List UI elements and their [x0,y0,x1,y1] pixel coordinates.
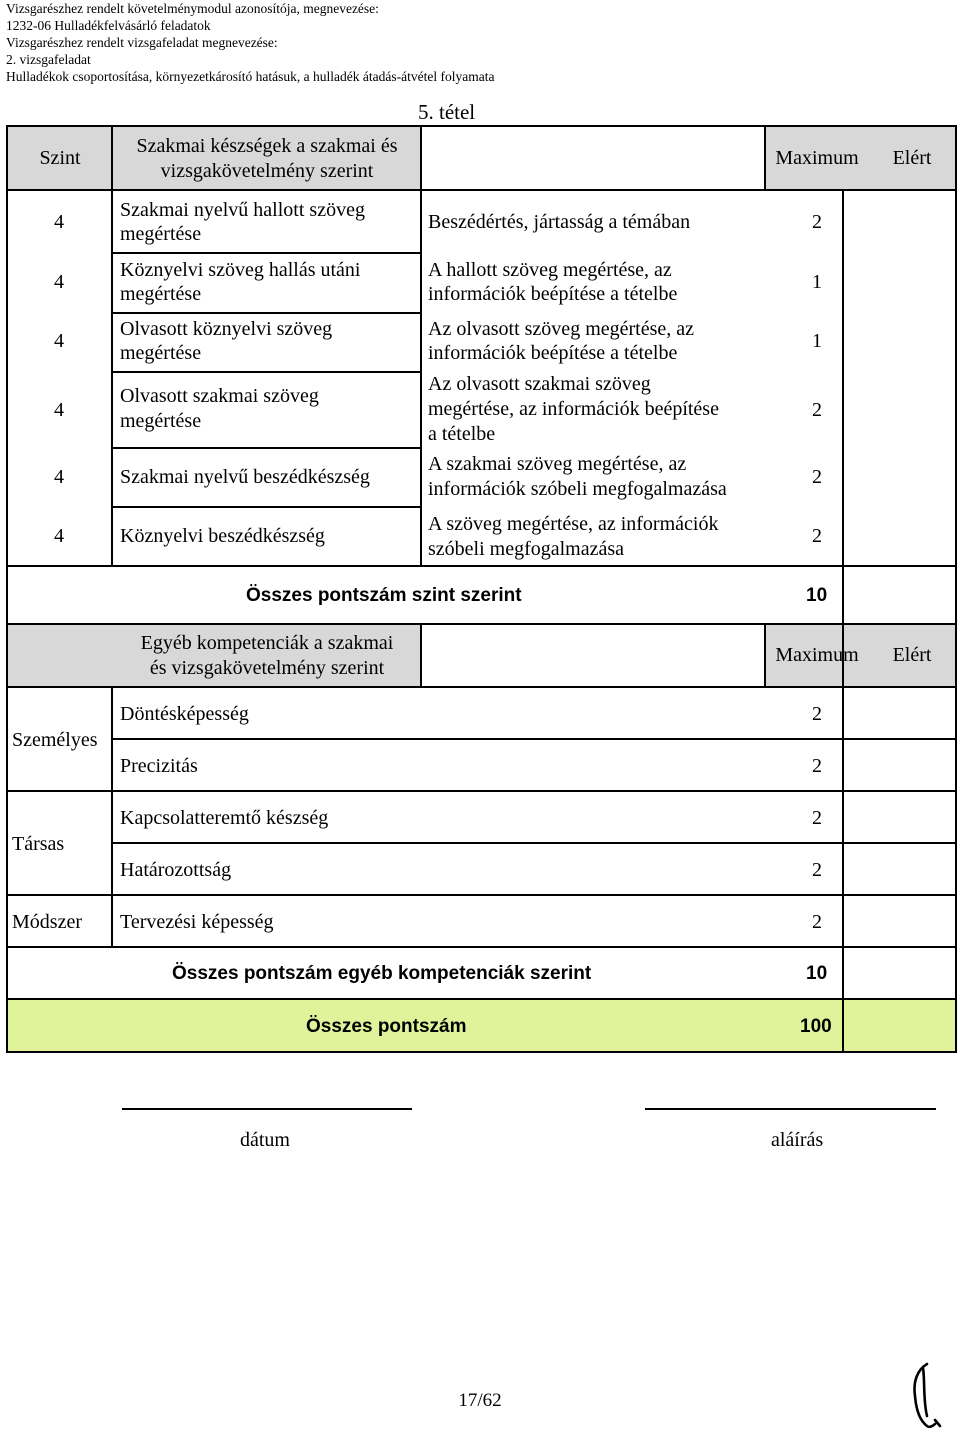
competencies-total-value: 10 [806,963,828,984]
date-line [122,1108,412,1110]
skill-name: megértése [120,410,202,432]
header-line: Vizsgarészhez rendelt vizsgafeladat megnevezése: [6,35,278,50]
criterion-description: A szöveg megértése, az információk [428,513,719,535]
header-line: 1232-06 Hulladékfelvásárló feladatok [6,18,211,33]
column-header-skills: Szakmai készségek a szakmai és [136,135,398,157]
criterion-description: szóbeli megfogalmazása [428,538,625,560]
competency-label: Határozottság [120,859,232,881]
column-header-elert: Elért [892,644,932,666]
criterion-description: Az olvasott szakmai szöveg [428,373,651,395]
competency-label: Tervezési képesség [120,911,274,933]
max-score: 2 [812,859,822,881]
criterion-description: a tételbe [428,423,496,445]
signature-label: aláírás [771,1129,824,1151]
max-score: 2 [812,807,822,829]
column-header-competencies: és vizsgakövetelmény szerint [149,657,385,679]
max-score: 2 [812,525,822,547]
handwritten-signature-icon [905,1360,945,1432]
skill-name: Köznyelvi szöveg hallás utáni [120,259,361,281]
criterion-description: A hallott szöveg megértése, az [428,259,672,281]
criterion-description: információk beépítése a tételbe [428,342,678,364]
level-value: 4 [54,399,64,421]
header-line: Vizsgarészhez rendelt követelménymodul azonosítója, megnevezése: [6,1,379,16]
document-header [6,0,494,85]
level-value: 4 [54,330,64,352]
level-value: 4 [54,525,64,547]
total-value: 10 [806,585,828,606]
level-value: 4 [54,211,64,233]
signature-line [645,1108,936,1110]
max-score: 2 [812,211,822,233]
skill-name: Olvasott köznyelvi szöveg [120,318,333,340]
page-number: 17/62 [458,1390,502,1411]
max-score: 2 [812,911,822,933]
max-score: 2 [812,399,822,421]
max-score: 2 [812,755,822,777]
competency-label: Precizitás [120,755,198,777]
column-header-max: Maximum [775,644,859,666]
skill-name: megértése [120,223,202,245]
skill-name: Köznyelvi beszédkészség [120,525,325,547]
level-value: 4 [54,271,64,293]
max-score: 2 [812,466,822,488]
competency-label: Kapcsolatteremtő készség [120,807,329,829]
skill-name: megértése [120,342,202,364]
max-score: 1 [812,271,822,293]
max-score: 2 [812,703,822,725]
header-line: 2. vizsgafeladat [6,52,91,67]
column-header-max: Maximum [775,147,859,169]
criterion-description: információk beépítése a tételbe [428,283,678,305]
header-line: Hulladékok csoportosítása, környezetkárosító hatásuk, a hulladék átadás-átvétel folyamata [6,69,495,84]
skill-name: Szakmai nyelvű hallott szöveg [120,199,365,221]
criterion-description: Az olvasott szöveg megértése, az [428,318,695,340]
competencies-total-label: Összes pontszám egyéb kompetenciák szerint [172,963,592,984]
skill-name: megértése [120,283,202,305]
column-header-szint: Szint [39,147,81,169]
skill-name: Olvasott szakmai szöveg [120,385,319,407]
max-score: 1 [812,330,822,352]
group-name: Társas [12,833,65,855]
criterion-description: Beszédértés, jártasság a témában [428,211,691,233]
group-name: Személyes [12,729,98,751]
criterion-description: A szakmai szöveg megértése, az [428,453,687,475]
grand-total-value: 100 [800,1016,832,1037]
criterion-description: megértése, az információk beépítése [428,398,719,420]
grand-total-label: Összes pontszám [306,1016,467,1037]
column-header-elert: Elért [892,147,932,169]
criterion-description: információk szóbeli megfogalmazása [428,478,727,500]
column-header-competencies: Egyéb kompetenciák a szakmai [140,632,394,654]
tetel-title: 5. tétel [418,100,476,124]
skill-name: Szakmai nyelvű beszédkészség [120,466,370,488]
level-value: 4 [54,466,64,488]
total-label: Összes pontszám szint szerint [246,585,522,606]
date-label: dátum [240,1129,290,1151]
column-header-skills: vizsgakövetelmény szerint [160,160,374,182]
competency-label: Döntésképesség [120,703,249,725]
group-name: Módszer [12,911,82,933]
